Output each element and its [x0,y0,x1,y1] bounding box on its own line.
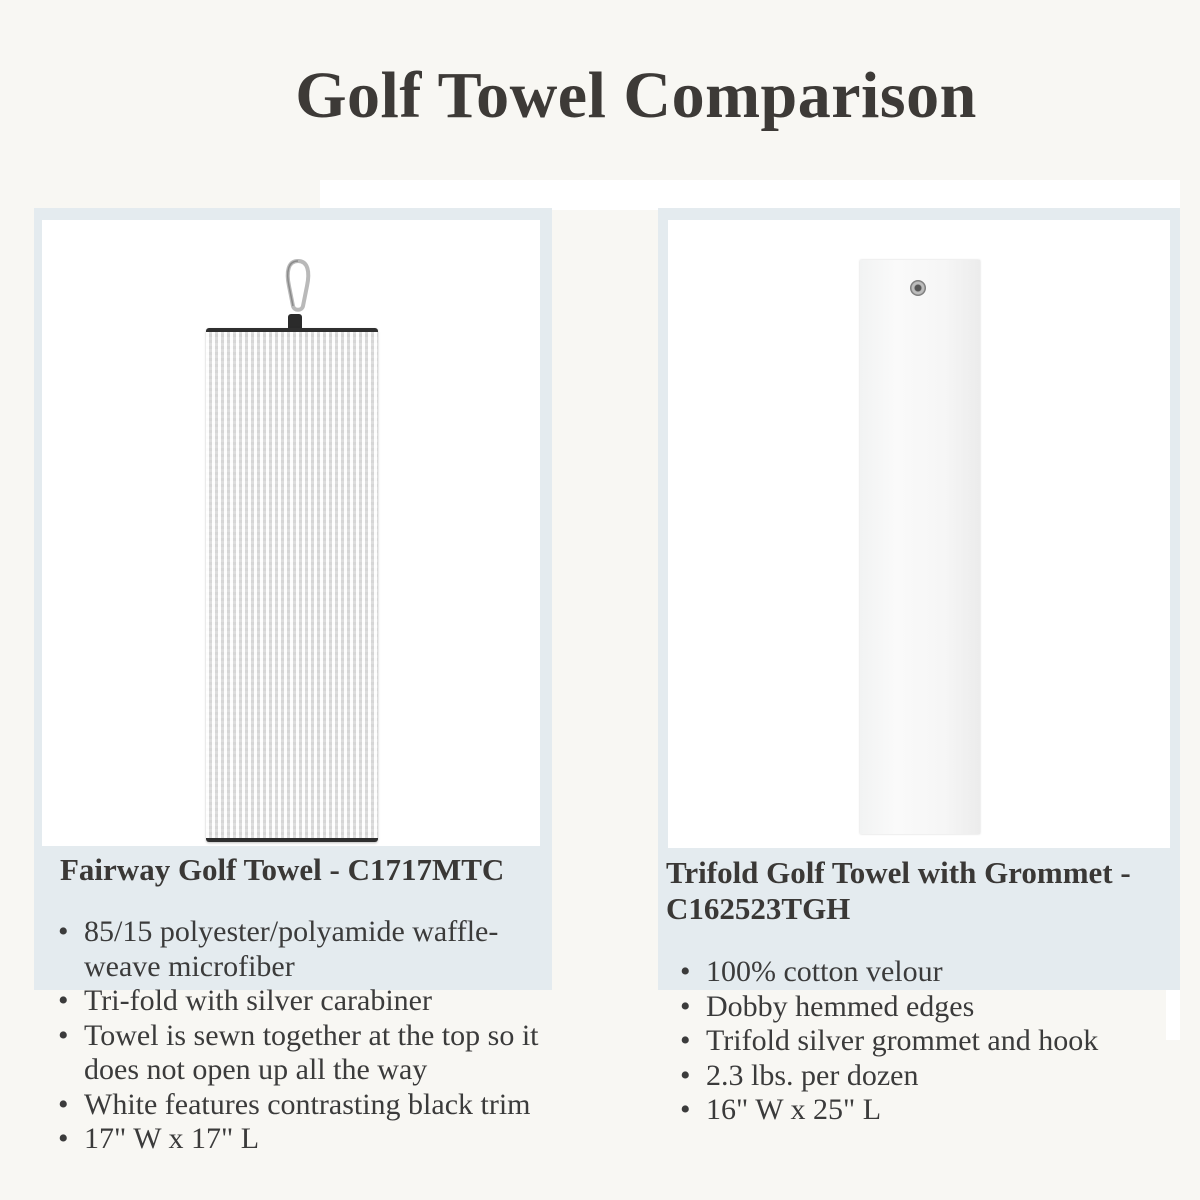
background-panel [320,180,1180,210]
feature-item [58,1019,558,1088]
bullet-icon: • [680,989,691,1023]
feature-item [58,1122,558,1157]
feature-text: 2.3 lbs. per dozen [706,1058,919,1092]
feature-text: Towel is sewn together at the top so it does not open up all the way [84,1018,539,1086]
bullet-icon: • [680,1093,691,1126]
feature-text: 85/15 polyester/polyamide waffle-weave microfiber [84,915,499,983]
feature-text: 17" W x 17" L [84,1122,260,1155]
bullet-icon: • [58,1087,69,1121]
feature-text: Tri-fold with silver carabiner [84,984,432,1017]
product-image-fairway [42,220,540,846]
page-title: Golf Towel Comparison [295,59,977,132]
feature-text: Trifold silver grommet and hook [706,1024,1099,1057]
bullet-icon: • [680,1024,691,1057]
bullet-icon: • [58,1018,69,1052]
feature-item [680,1093,1180,1128]
feature-text: 100% cotton velour [706,955,943,988]
bullet-icon: • [680,955,691,988]
cotton-golf-towel-icon [860,260,980,834]
bullet-icon: • [58,1122,69,1155]
bullet-icon: • [58,915,69,948]
feature-text: 16" W x 25" L [706,1093,882,1126]
bullet-icon: • [680,1058,691,1092]
product-name-fairway: Fairway Golf Towel - C1717MTC [60,852,505,887]
grommet-icon [910,280,926,296]
feature-item [680,1024,1180,1059]
product-image-trifold [668,220,1170,848]
feature-item [680,955,1180,990]
waffle-golf-towel-icon [206,328,378,842]
feature-text: White features contrasting black trim [84,1087,531,1121]
feature-list-fairway [58,915,558,1157]
feature-item [58,1088,558,1123]
bullet-icon: • [58,984,69,1017]
feature-text: Dobby hemmed edges [706,989,975,1023]
feature-item [680,1059,1180,1094]
feature-item [58,984,558,1019]
carabiner-icon [283,258,313,316]
feature-item [680,990,1180,1025]
feature-item [58,915,558,984]
product-name-trifold: Trifold Golf Towel with Grommet - C162523TGH [666,855,1131,926]
feature-list-trifold [680,955,1180,1128]
